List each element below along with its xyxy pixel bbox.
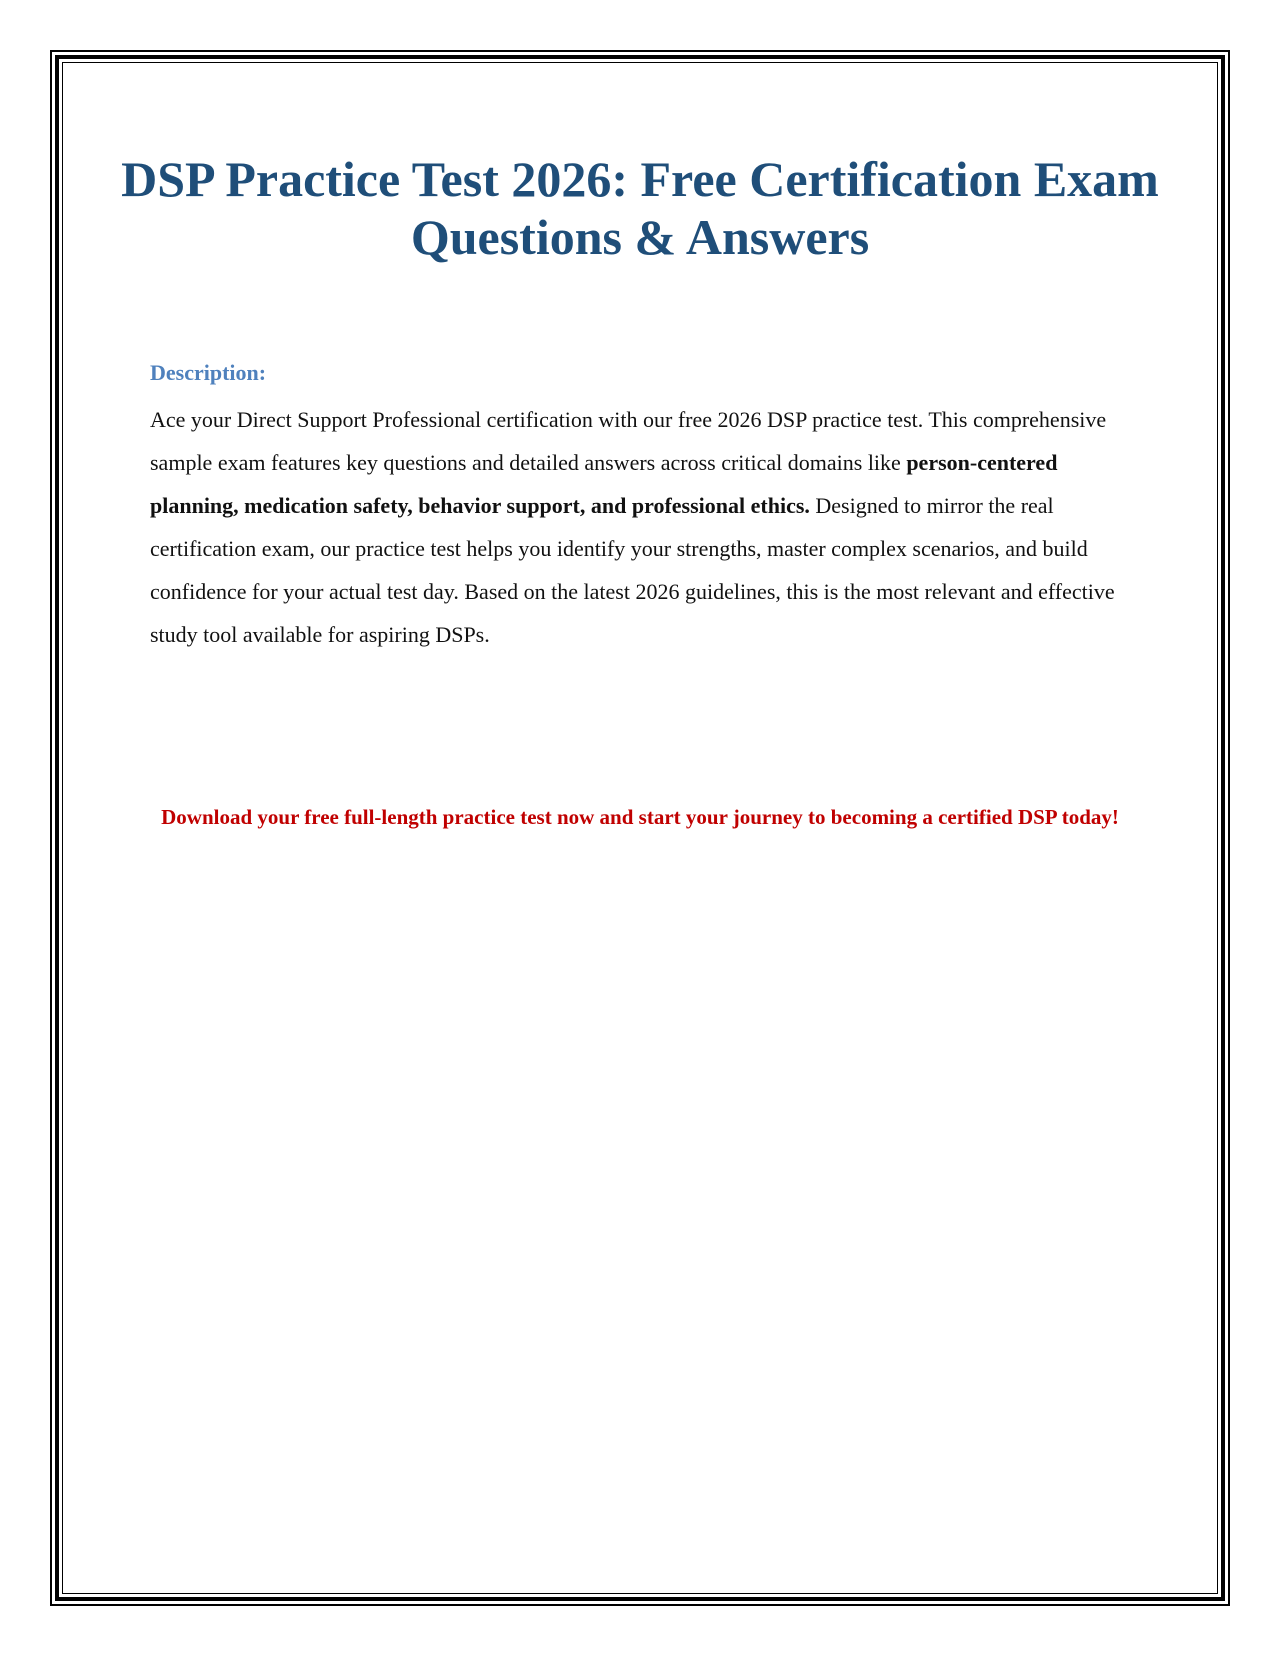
description-text-start: Ace your Direct Support Professional certification with our free 2026 DSP practice test. This comprehensive sample exam features key questions and detailed answers across critical domains like bbox=[150, 407, 1107, 475]
document-title: DSP Practice Test 2026: Free Certification Exam Questions & Answers bbox=[121, 151, 1159, 265]
description-key-domains: person-centered planning, medication safety, behavior support, and professional ethics. bbox=[150, 450, 1058, 518]
call-to-action: Download your free full-length practice test now and start your journey to becoming a certified DSP today! bbox=[161, 805, 1119, 829]
description-paragraph bbox=[150, 398, 1150, 656]
description-text-end: Designed to mirror the real certification exam, our practice test helps you identify your strengths, master complex scenarios, and build confidence for your actual test day. Based on the latest 2026 guidelines, this is the most relevant and effective study tool available for aspiring DSPs. bbox=[150, 493, 1115, 647]
description-label: Description: bbox=[150, 360, 267, 385]
